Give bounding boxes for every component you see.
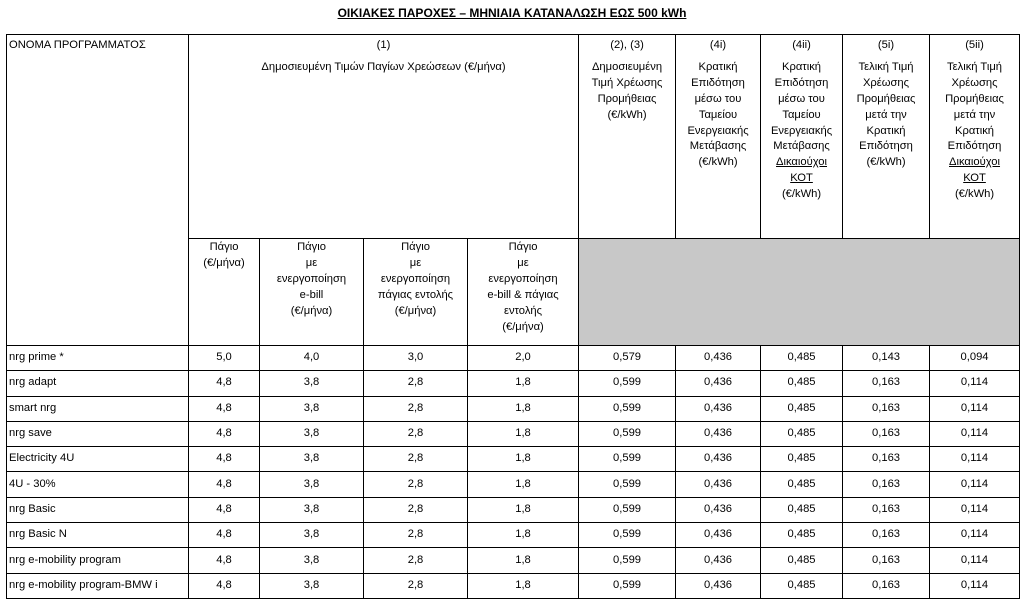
- value-cell: 0,114: [930, 421, 1020, 446]
- header-line: Πάγιο: [401, 241, 430, 253]
- header-line: Δικαιούχοι: [949, 156, 1001, 169]
- value-cell: 1,8: [468, 548, 579, 573]
- shaded-cell: [579, 239, 1020, 346]
- value-cell: 1,8: [468, 523, 579, 548]
- program-name-cell: nrg Basic N: [7, 523, 189, 548]
- table-row: [7, 523, 1020, 548]
- value-cell: 4,8: [189, 371, 260, 396]
- value-cell: 4,8: [189, 447, 260, 472]
- value-cell: 2,8: [364, 497, 468, 522]
- value-cell: 2,8: [364, 447, 468, 472]
- table-row: [7, 396, 1020, 421]
- value-cell: 0,436: [676, 346, 761, 371]
- value-cell: 0,436: [676, 371, 761, 396]
- header-line: Κρατική: [698, 60, 738, 73]
- header-line: Επιδότηση: [774, 76, 829, 89]
- value-cell: 2,0: [468, 346, 579, 371]
- fee-subheader: [468, 239, 579, 346]
- value-cell: 0,599: [579, 497, 676, 522]
- value-cell: 0,599: [579, 472, 676, 497]
- header-line: Κρατική: [782, 60, 822, 73]
- program-name-cell: smart nrg: [7, 396, 189, 421]
- value-cell: 3,8: [260, 573, 364, 598]
- program-name-header: ΟΝΟΜΑ ΠΡΟΓΡΑΜΜΑΤΟΣ: [7, 35, 189, 346]
- value-cell: 4,8: [189, 396, 260, 421]
- table-row: [7, 371, 1020, 396]
- header-line: με: [409, 256, 422, 269]
- value-cell: 0,436: [676, 396, 761, 421]
- value-cell: 2,8: [364, 396, 468, 421]
- supply-price-header: (2), (3) Δημοσιευμένη Τιμή Χρέωσης Προμήθειας (€/kWh): [579, 35, 676, 239]
- value-cell: 1,8: [468, 472, 579, 497]
- value-cell: 2,8: [364, 472, 468, 497]
- value-cell: 0,163: [843, 573, 930, 598]
- value-cell: 0,485: [761, 548, 843, 573]
- header-line: (€/kWh): [607, 108, 647, 121]
- value-cell: 4,8: [189, 472, 260, 497]
- program-name-cell: Electricity 4U: [7, 447, 189, 472]
- value-cell: 1,8: [468, 396, 579, 421]
- value-cell: 0,485: [761, 421, 843, 446]
- value-cell: 0,599: [579, 371, 676, 396]
- header-line: Ενεργειακής: [687, 124, 749, 137]
- header-line: Επιδότηση: [691, 76, 745, 89]
- table-body: [7, 346, 1020, 599]
- header-line: Τελική Τιμή: [858, 60, 914, 73]
- value-cell: 0,114: [930, 396, 1020, 421]
- value-cell: 0,599: [579, 396, 676, 421]
- tariff-table: [6, 34, 1020, 599]
- header-line: ενεργοποίηση: [276, 272, 347, 285]
- header-line: Ταμείου: [782, 108, 821, 121]
- table-row: [7, 548, 1020, 573]
- header-line: με: [305, 256, 318, 269]
- header-line: Προμήθειας: [597, 92, 657, 105]
- header-line: Δικαιούχοι: [776, 156, 828, 169]
- fixed-charges-header: (1) Δημοσιευμένη Τιμών Παγίων Χρεώσεων (€/μήνα): [189, 35, 579, 239]
- header-line: μέσω του: [694, 92, 742, 105]
- table-row: [7, 346, 1020, 371]
- header-line: μετά την: [865, 108, 907, 121]
- value-cell: 3,8: [260, 447, 364, 472]
- value-cell: 0,163: [843, 472, 930, 497]
- value-cell: 0,163: [843, 548, 930, 573]
- value-cell: 0,143: [843, 346, 930, 371]
- value-cell: 1,8: [468, 497, 579, 522]
- value-cell: 2,8: [364, 371, 468, 396]
- program-name-cell: nrg save: [7, 421, 189, 446]
- header-line: Χρέωσης: [862, 76, 910, 89]
- value-cell: 0,436: [676, 497, 761, 522]
- value-cell: 0,599: [579, 548, 676, 573]
- header-line: Κρατική: [866, 124, 906, 137]
- subsidy-4i-header: (4i) Κρατική Επιδότηση μέσω του Ταμείου Ενεργειακής Μετάβασης (€/kWh): [676, 35, 761, 239]
- value-cell: 4,8: [189, 523, 260, 548]
- value-cell: 4,8: [189, 421, 260, 446]
- header-line: μέσω του: [778, 92, 825, 105]
- value-cell: 4,8: [189, 548, 260, 573]
- header-line: Τελική Τιμή: [947, 60, 1002, 73]
- table-row: [7, 472, 1020, 497]
- value-cell: 0,485: [761, 447, 843, 472]
- value-cell: 0,579: [579, 346, 676, 371]
- header-line: Μετάβασης: [773, 140, 830, 153]
- header-line: ΚΟΤ: [790, 172, 813, 185]
- value-cell: 0,163: [843, 371, 930, 396]
- subsidy-4ii-header: (4ii) Κρατική Επιδότηση μέσω του Ταμείου Ενεργειακής Μετάβασης Δικαιούχοι ΚΟΤ (€/kWh): [761, 35, 843, 239]
- header-line: Επιδότηση: [859, 140, 913, 153]
- value-cell: 2,8: [364, 421, 468, 446]
- final-price-5ii-header: (5ii) Τελική Τιμή Χρέωσης Προμήθειας μετά την Κρατική Επιδότηση Δικαιούχοι ΚΟΤ (€/kWh): [930, 35, 1020, 239]
- header-line: Κρατική: [955, 124, 995, 137]
- value-cell: 0,163: [843, 523, 930, 548]
- value-cell: 0,436: [676, 421, 761, 446]
- header-line: e-bill: [299, 288, 324, 301]
- header-line: μετά την: [953, 108, 996, 121]
- value-cell: 0,436: [676, 472, 761, 497]
- value-cell: 0,114: [930, 548, 1020, 573]
- header-line: e-bill & πάγιας: [487, 288, 559, 301]
- header-row: [7, 35, 1020, 239]
- final-price-5i-header: (5i) Τελική Τιμή Χρέωσης Προμήθειας μετά την Κρατική Επιδότηση (€/kWh): [843, 35, 930, 239]
- value-cell: 0,163: [843, 421, 930, 446]
- value-cell: 0,094: [930, 346, 1020, 371]
- header-line: Τιμή Χρέωσης: [591, 76, 663, 89]
- table-row: [7, 573, 1020, 598]
- value-cell: 4,8: [189, 497, 260, 522]
- value-cell: 0,436: [676, 447, 761, 472]
- value-cell: 3,8: [260, 396, 364, 421]
- value-cell: 0,485: [761, 396, 843, 421]
- header-line: ΚΟΤ: [963, 172, 986, 185]
- value-cell: 0,114: [930, 472, 1020, 497]
- value-cell: 5,0: [189, 346, 260, 371]
- header-line: (€/μήνα): [203, 256, 245, 269]
- header-line: (€/μήνα): [502, 320, 544, 333]
- value-cell: 0,436: [676, 573, 761, 598]
- header-line: (€/μήνα): [290, 304, 333, 317]
- value-cell: 3,8: [260, 497, 364, 522]
- value-cell: 0,485: [761, 573, 843, 598]
- program-name-cell: nrg Basic: [7, 497, 189, 522]
- value-cell: 0,114: [930, 497, 1020, 522]
- header-line: Επιδότηση: [947, 140, 1002, 153]
- table-row: [7, 421, 1020, 446]
- value-cell: 0,599: [579, 573, 676, 598]
- value-cell: 2,8: [364, 548, 468, 573]
- header-line: ενεργοποίηση: [488, 272, 558, 285]
- page-title: ΟΙΚΙΑΚΕΣ ΠΑΡΟΧΕΣ – ΜΗΝΙΑΙΑ ΚΑΤΑΝΑΛΩΣΗ ΕΩΣ 500 kWh: [337, 6, 687, 20]
- header-line: Προμήθειας: [945, 92, 1004, 105]
- header-line: με: [517, 256, 529, 269]
- value-cell: 0,436: [676, 548, 761, 573]
- header-line: Ενεργειακής: [770, 124, 833, 137]
- header-line: Δημοσιευμένη: [591, 60, 663, 73]
- table-row: [7, 447, 1020, 472]
- value-cell: 0,485: [761, 472, 843, 497]
- value-cell: 4,0: [260, 346, 364, 371]
- program-name-cell: nrg prime *: [7, 346, 189, 371]
- value-cell: 1,8: [468, 421, 579, 446]
- value-cell: 3,8: [260, 472, 364, 497]
- value-cell: 0,485: [761, 346, 843, 371]
- value-cell: 0,436: [676, 523, 761, 548]
- value-cell: 0,163: [843, 447, 930, 472]
- header-line: Προμήθειας: [856, 92, 916, 105]
- value-cell: 0,599: [579, 421, 676, 446]
- value-cell: 1,8: [468, 573, 579, 598]
- value-cell: 0,599: [579, 523, 676, 548]
- value-cell: 0,485: [761, 523, 843, 548]
- fee-subheader: [364, 239, 468, 346]
- program-name-cell: nrg e-mobility program-BMW i: [7, 573, 189, 598]
- fee-subheader: [189, 239, 260, 346]
- value-cell: 3,8: [260, 523, 364, 548]
- value-cell: 0,114: [930, 573, 1020, 598]
- value-cell: 3,8: [260, 548, 364, 573]
- value-cell: 0,114: [930, 371, 1020, 396]
- header-line: πάγιας εντολής: [377, 288, 454, 301]
- header-line: Πάγιο: [508, 241, 538, 253]
- value-cell: 0,114: [930, 523, 1020, 548]
- value-cell: 0,485: [761, 371, 843, 396]
- program-name-cell: nrg adapt: [7, 371, 189, 396]
- value-cell: 3,0: [364, 346, 468, 371]
- program-name-cell: 4U - 30%: [7, 472, 189, 497]
- header-line: Πάγιο: [209, 241, 239, 253]
- fee-subheader: [260, 239, 364, 346]
- header-line: Πάγιο: [297, 241, 326, 253]
- value-cell: 0,163: [843, 497, 930, 522]
- value-cell: 0,599: [579, 447, 676, 472]
- header-line: Χρέωσης: [951, 76, 998, 89]
- header-line: εντολής: [503, 304, 543, 317]
- value-cell: 2,8: [364, 523, 468, 548]
- header-line: Μετάβασης: [689, 140, 747, 153]
- value-cell: 4,8: [189, 573, 260, 598]
- header-line: (€/μήνα): [394, 304, 437, 317]
- program-name-cell: nrg e-mobility program: [7, 548, 189, 573]
- header-line: ενεργοποίηση: [380, 272, 451, 285]
- value-cell: 0,114: [930, 447, 1020, 472]
- header-line: Ταμείου: [698, 108, 738, 121]
- header-line: (€/kWh): [866, 156, 906, 169]
- value-cell: 3,8: [260, 421, 364, 446]
- value-cell: 0,163: [843, 396, 930, 421]
- value-cell: 0,485: [761, 497, 843, 522]
- header-line: (€/kWh): [698, 156, 738, 169]
- value-cell: 2,8: [364, 573, 468, 598]
- table-row: [7, 497, 1020, 522]
- value-cell: 1,8: [468, 371, 579, 396]
- value-cell: 1,8: [468, 447, 579, 472]
- value-cell: 3,8: [260, 371, 364, 396]
